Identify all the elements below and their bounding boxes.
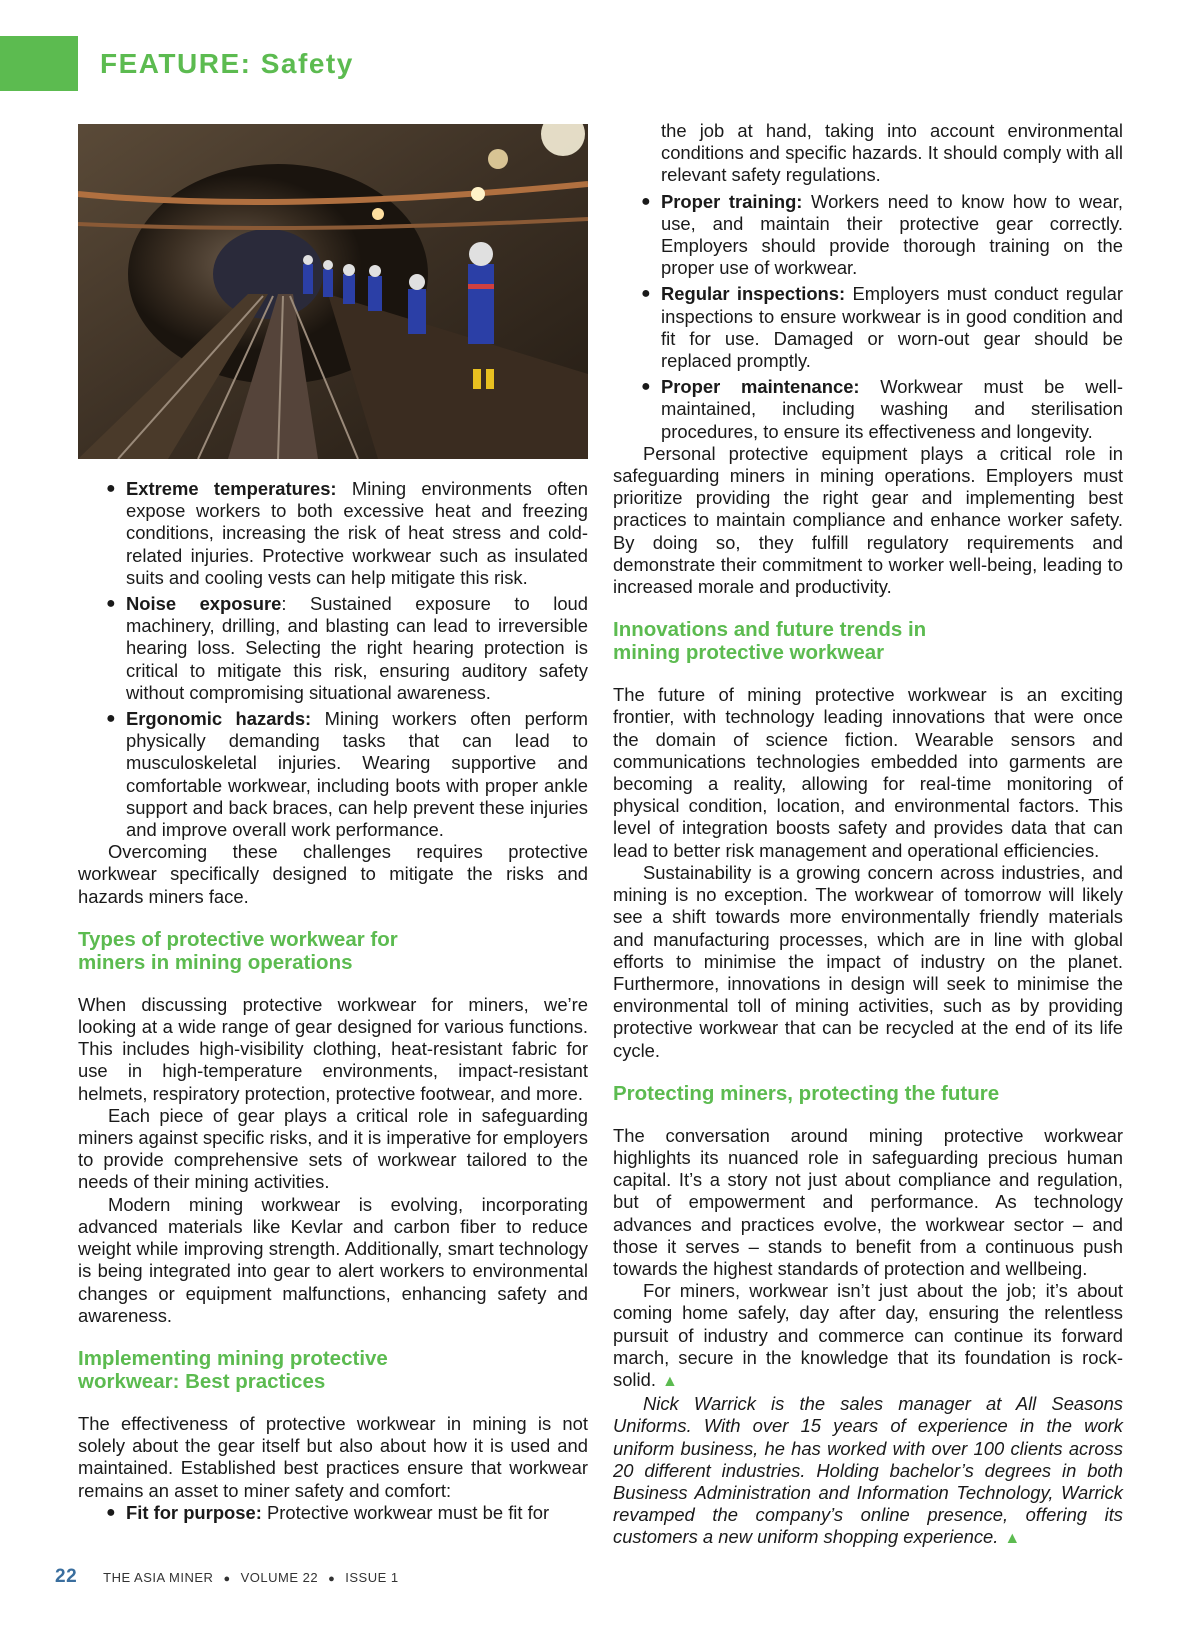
paragraph: Each piece of gear plays a critical role in safeguarding miners against specific risks, and it is imperative for employers to provide comprehensive sets of workwear tailored to the needs of their mining activities. bbox=[78, 1104, 588, 1193]
paragraph: The conversation around mining protective workwear highlights its nuanced role in safeguarding precious human capital. It’s a story not just about compliance and regulation, but of empowerment and performance. As technology advances and practices evolve, the workwear sector – and those it serves – stands to benefit from a continuous push towards the highest standards of protection and wellbeing. bbox=[613, 1124, 1123, 1279]
page-footer bbox=[55, 1566, 399, 1588]
bullet-dot-icon: ● bbox=[106, 1503, 116, 1521]
list-item-label: Ergonomic hazards: bbox=[126, 708, 312, 730]
paragraph: The effectiveness of protective workwear in mining is not solely about the gear itself but also about how it is used and maintained. Established best practices ensure that workwear remains an asset to miner safety and comfort: bbox=[78, 1412, 588, 1501]
green-triangle-icon: ▲ bbox=[661, 1372, 678, 1390]
author-bio-text: Nick Warrick is the sales manager at All Seasons Uniforms. With over 15 years of experience in the work uniform business, he has worked with over 100 clients across 20 different industries. Holding bachelor’s degrees in both Business Administration and Information Technology, Warrick revamped the company’s online presence, offering its customers a new uniform shopping experience. bbox=[613, 1393, 1123, 1548]
list-item bbox=[613, 191, 1123, 280]
list-item-text: the job at hand, taking into account environmental conditions and specific hazards. It should comply with all relevant safety regulations. bbox=[661, 120, 1123, 186]
paragraph: Personal protective equipment plays a critical role in safeguarding miners in mining operations. Employers must prioritize providing the right gear and implementing best practices to maintain compliance and enhance worker safety. By doing so, they fulfill regulatory requirements and demonstrate their commitment to worker well-being, leading to increased morale and productivity. bbox=[613, 442, 1123, 598]
list-item-text: Workwear must be well-maintained, including washing and sterilisation procedures, to ensure its effectiveness and longevity. bbox=[661, 376, 1123, 442]
right-column bbox=[613, 120, 1123, 1551]
list-item-continued bbox=[613, 120, 1123, 187]
issue-label: ISSUE 1 bbox=[345, 1570, 399, 1585]
list-item bbox=[78, 593, 588, 704]
best-practices-list bbox=[78, 1502, 588, 1524]
section-heading: Implementing mining protective workwear: Best practices bbox=[78, 1346, 388, 1393]
left-column bbox=[78, 478, 588, 1524]
list-item bbox=[613, 283, 1123, 372]
section-heading: Protecting miners, protecting the future bbox=[613, 1081, 1000, 1105]
bullet-dot-icon: ● bbox=[106, 595, 116, 613]
list-item-label: Proper maintenance: bbox=[661, 376, 860, 398]
list-item-label: Proper training: bbox=[661, 190, 803, 212]
bullet-dot-icon: ● bbox=[106, 710, 116, 728]
page-number: 22 bbox=[55, 1566, 78, 1587]
author-bio bbox=[613, 1393, 1123, 1550]
list-item-label: Fit for purpose: bbox=[126, 1501, 262, 1523]
section-title: FEATURE: Safety bbox=[100, 48, 354, 79]
bullet-dot-icon: ● bbox=[106, 480, 116, 497]
list-item-label: Regular inspections: bbox=[661, 283, 846, 305]
header-accent-bar bbox=[0, 36, 78, 91]
paragraph: Modern mining workwear is evolving, incorporating advanced materials like Kevlar and carbon fiber to reduce weight while improving strength. Additionally, smart technology is being integrated into gear to alert workers to environmental changes or equipment malfunctions, enhancing safety and awareness. bbox=[78, 1193, 588, 1326]
list-item-label: Extreme temperatures: bbox=[126, 478, 337, 499]
list-item-text: Employers must conduct regular inspections to ensure workwear is in good condition and fit for use. Damaged or worn-out gear should be replaced promptly. bbox=[661, 283, 1123, 372]
bullet-dot-icon: ● bbox=[641, 378, 651, 396]
list-item bbox=[78, 478, 588, 589]
best-practices-list-continued bbox=[613, 120, 1123, 443]
list-item-text: Mining workers often perform physically demanding tasks that can lead to musculoskeletal injuries. Wearing supportive and comfortable workwear, including boots with proper ankle support and back braces, can help prevent these injuries and improve overall work performance. bbox=[126, 708, 588, 841]
section-heading: Innovations and future trends in mining protective workwear bbox=[613, 618, 927, 665]
section-heading: Types of protective workwear for miners in mining operations bbox=[78, 927, 398, 974]
list-item-text: : Sustained exposure to loud machinery, drilling, and blasting can lead to irreversible hearing loss. Selecting the right hearing protection is critical to mitigate this risk, ensuring auditory safety without compromising situational awareness. bbox=[126, 593, 589, 703]
mine-tunnel-photo bbox=[78, 124, 588, 459]
mine-tunnel-illustration bbox=[78, 124, 588, 459]
paragraph: Sustainability is a growing concern across industries, and mining is no exception. The workwear of tomorrow will likely see a shift towards more environmentally friendly materials and manufacturing processes, which are in line with global efforts to minimise the impact of industry on the planet. Furthermore, innovations in design will seek to minimise the environmental toll of mining activities, such as by providing protective workwear that can be recycled at the end of its life cycle. bbox=[613, 861, 1123, 1061]
hazard-list bbox=[78, 478, 588, 841]
magazine-name: THE ASIA MINER bbox=[103, 1570, 214, 1585]
green-triangle-icon: ▲ bbox=[1004, 1530, 1021, 1548]
list-item bbox=[613, 376, 1123, 443]
list-item bbox=[78, 1502, 588, 1524]
bullet-dot-icon: ● bbox=[223, 1573, 231, 1585]
bullet-dot-icon: ● bbox=[641, 285, 651, 303]
volume-label: VOLUME 22 bbox=[240, 1570, 319, 1585]
paragraph: Overcoming these challenges requires protective workwear specifically designed to mitigate the risks and hazards miners face. bbox=[78, 841, 588, 907]
paragraph: When discussing protective workwear for miners, we’re looking at a wide range of gear designed for various functions. This includes high-visibility clothing, heat-resistant fabric for use in high-temperature environments, impact-resistant helmets, respiratory protection, protective footwear, and more. bbox=[78, 993, 588, 1104]
list-item-text: Workers need to know how to wear, use, and maintain their protective gear correctly. Employers should provide thorough training on the proper use of workwear. bbox=[661, 190, 1123, 279]
list-item-text: Protective workwear must be fit for bbox=[261, 1501, 550, 1523]
bullet-dot-icon: ● bbox=[641, 192, 651, 210]
list-item-text: Mining environments often expose workers to both excessive heat and freezing conditions, increasing the risk of heat stress and cold-related injuries. Protective workwear such as insulated suits and cooling vests can help mitigate this risk. bbox=[126, 478, 588, 588]
paragraph bbox=[613, 1280, 1123, 1393]
bullet-dot-icon: ● bbox=[328, 1573, 336, 1585]
list-item bbox=[78, 708, 588, 841]
list-item-label: Noise exposure bbox=[126, 593, 282, 615]
paragraph-text: For miners, workwear isn’t just about the job; it’s about coming home safely, day after day, ensuring the relentless pursuit of industry and commerce can continue its forward march, secure in the knowledge that its foundation is rock-solid. bbox=[613, 1280, 1123, 1390]
paragraph: The future of mining protective workwear is an exciting frontier, with technology leading innovations that were once the domain of science fiction. Wearable sensors and communications technologies embedded into garments are becoming a reality, allowing for real-time monitoring of physical condition, location, and environmental factors. This level of integration boosts safety and provides data that can lead to better risk management and operational efficiencies. bbox=[613, 684, 1123, 861]
